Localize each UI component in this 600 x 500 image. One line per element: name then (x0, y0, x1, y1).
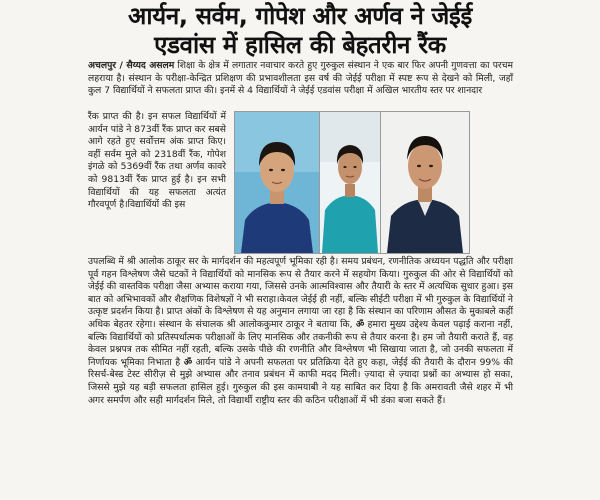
left-column-text: रैंक प्राप्त की है। इन सफल विद्यार्थियों में आर्यन पांडे ने 873वीं रैंक प्राप्त कर सबसे आगे रहते हुए सर्वोत्तम अंक प्राप्त किए। वहीं सर्वम मुले को 2318वीं रैंक, गोपेश इंगळे को 5369वीं रैंक तथा अर्णव कावरे को 9813वीं रैंक प्राप्त हुई है। इन सभी विद्यार्थियों की यह सफलता अत्यंत गौरवपूर्ण है।विद्यार्थियों की इस (88, 111, 226, 211)
director-quote: हमारा मुख्य उद्देश्य केवल पढ़ाई कराना नहीं, बल्कि विद्यार्थियों को प्रतिस्पर्धात्मक परीक्षाओं के लिए मानसिक और तकनीकी रूप से तैयार करना है। हम जो तैयारी कराते हैं, वह केवल प्रश्नपत्र तक सीमित नहीं रहती, बल्कि उसके पीछे की रणनीति और विश्लेषण भी सिखाया जाता है, जो उनकी सफलता में निर्णायक भूमिका निभाता है (88, 318, 514, 368)
intro-text: शिक्षा के क्षेत्र में लगातार नवाचार करते हुए गुरुकुल संस्थान ने एक बार फिर अपनी गुणवत्ता का परचम लहराया है। संस्थान के परीक्षा-केन्द्रित प्रशिक्षण की प्रभावशीलता इस वर्ष की जेईई परीक्षा में स्पष्ट रूप से देखने को मिली, जहाँ कुल 7 विद्यार्थियों ने सफलता प्राप्त की। इनमें से 4 विद्यार्थियों ने जेईई एडवांस परीक्षा में अखिल भारतीय स्तर पर शानदार (88, 60, 513, 97)
intro-paragraph (88, 60, 513, 98)
student-quote: आर्यन पांडे ने अपनी सफलता पर प्रतिक्रिया देते हुए कहा, जेईई की तैयारी के दौरान 99% की रिसर्च-बेस्ड टेस्ट सीरीज़ से मुझे अभ्यास और तनाव प्रबंधन में काफी मदद मिली। ज़्यादा से ज़्यादा प्रश्नों का अभ्यास हो सका, जिससे मुझे यह बड़ी सफलता हासिल हुई। गुरुकुल की इस कामयाबी ने यह साबित कर दिया है कि अमरावती जैसे शहर में भी अगर समर्पण और सही मार्गदर्शन मिले, तो विद्यार्थी राष्ट्रीय स्तर की कठिन परीक्षाओं में भी डंका बजा सकते हैं। (88, 356, 513, 406)
headline-line-1: आर्यन, सर्वम, गोपेश और अर्णव ने जेईई (127, 2, 473, 30)
student-photo-3 (380, 111, 470, 254)
headline-line-2: एडवांस में हासिल की बेहतरीन रैंक (154, 31, 446, 59)
student-photo-1 (234, 111, 320, 254)
byline: अचलपुर / सैय्यद असलम (88, 60, 175, 71)
quote-bullet-1: ॐ (355, 318, 365, 330)
main-body-text (88, 256, 513, 407)
headline (20, 2, 580, 60)
student-photo-2 (319, 111, 381, 254)
body-paragraph: उपलब्धि में श्री आलोक ठाकूर सर के मार्गदर्शन की महत्वपूर्ण भूमिका रही है। समय प्रबंधन, रणनीतिक अध्ययन पद्धति और परीक्षा पूर्व गहन विश्लेषण जैसे घटकों ने विद्यार्थियों को मानसिक रूप से तैयार करने में सहयोग किया। गुरुकुल की ओर से विद्यार्थियों को जेईई की वास्तविक परीक्षा जैसा अभ्यास कराया गया, जिससे उनके आत्मविश्वास और तैयारी के स्तर में अत्यधिक सुधार हुआ। इस बात को अभिभावकों और शैक्षणिक विशेषज्ञों ने भी सराहा।केवल जेईई ही नहीं, बल्कि सीईटी परीक्षा में भी गुरुकुल के विद्यार्थियों ने उत्कृष्ट प्रदर्शन किया है। प्राप्त अंकों के विश्लेषण से यह अनुमान लगाया जा रहा है कि संस्थान का परिणाम औसत के मुकाबले कहीं अधिक बेहतर रहेगा। संस्थान के संचालक श्री आलोककुमार ठाकूर ने बताया कि, (88, 256, 513, 330)
quote-bullet-2: ॐ (183, 356, 193, 368)
